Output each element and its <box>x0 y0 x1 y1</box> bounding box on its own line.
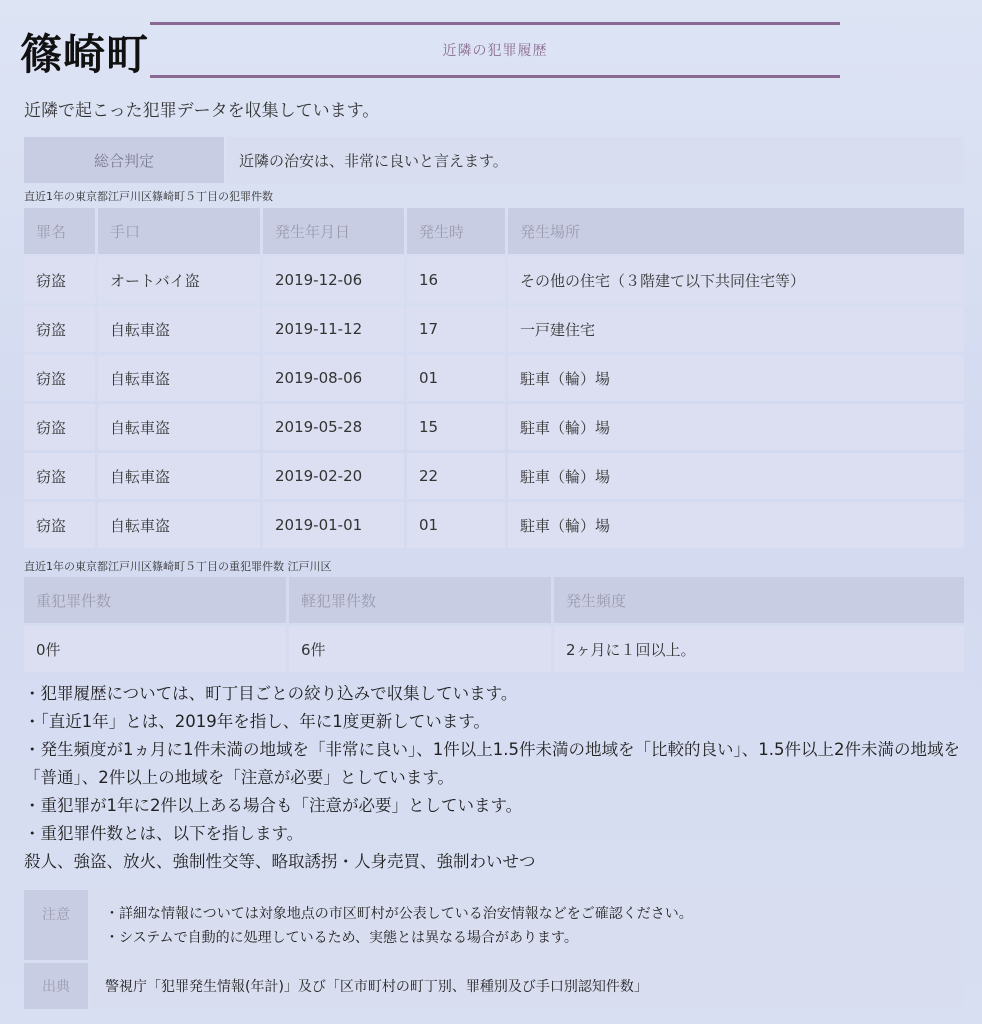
note-item: ・犯罪履歴については、町丁目ごとの絞り込みで収集しています。 <box>24 684 518 703</box>
cell-date: 2019-12-06 <box>263 257 404 303</box>
verdict-row <box>24 137 964 183</box>
note-item: ・発生頻度が1ヵ月に1件未満の地域を「非常に良い」、1件以上1.5件未満の地域を「比較的良い」、1.5件以上2件未満の地域を「普通」、2件以上の地域を「注意が必要」としています。 <box>24 740 960 787</box>
table-row <box>24 453 964 499</box>
cell-method: 自転車盗 <box>98 453 260 499</box>
footer-source-value: 警視庁「犯罪発生情報(年計)」及び「区市町村の町丁別、罪種別及び手口別認知件数」 <box>91 963 964 1009</box>
crimes-table-header <box>24 208 964 254</box>
cell-crime: 窃盗 <box>24 404 95 450</box>
footer-note-line: ・詳細な情報については対象地点の市区町村が公表している治安情報などをご確認ください。 <box>105 906 693 922</box>
cell-place: 一戸建住宅 <box>508 306 964 352</box>
footer-table <box>24 890 964 1012</box>
cell-date: 2019-02-20 <box>263 453 404 499</box>
notes-list <box>24 680 964 876</box>
table-row <box>24 626 964 672</box>
cell-minor-count: 6件 <box>289 626 551 672</box>
footer-note-value <box>91 890 964 960</box>
note-item: ・重犯罪件数とは、以下を指します。 <box>24 824 304 843</box>
crimes-caption: 直近1年の東京都江戸川区篠崎町５丁目の犯罪件数 <box>24 190 273 203</box>
header-cell-serious: 重犯罪件数 <box>24 577 286 623</box>
cell-crime: 窃盗 <box>24 257 95 303</box>
cell-hour: 01 <box>407 502 505 548</box>
cell-place: 駐車（輪）場 <box>508 355 964 401</box>
cell-date: 2019-11-12 <box>263 306 404 352</box>
severity-table-header <box>24 577 964 623</box>
cell-method: 自転車盗 <box>98 355 260 401</box>
cell-place: 駐車（輪）場 <box>508 404 964 450</box>
cell-hour: 15 <box>407 404 505 450</box>
header-cell-frequency: 発生頻度 <box>554 577 964 623</box>
note-item: ・「直近1年」とは、2019年を指し、年に1度更新しています。 <box>24 712 490 731</box>
page-title: 篠崎町 <box>20 30 150 79</box>
cell-frequency: 2ヶ月に１回以上。 <box>554 626 964 672</box>
footer-note-label: 注意 <box>24 890 88 960</box>
footer-note-row <box>24 890 964 960</box>
verdict-label: 総合判定 <box>24 137 224 183</box>
cell-place: 駐車（輪）場 <box>508 502 964 548</box>
cell-crime: 窃盗 <box>24 453 95 499</box>
cell-method: 自転車盗 <box>98 306 260 352</box>
intro-text: 近隣で起こった犯罪データを収集しています。 <box>24 101 380 121</box>
table-row <box>24 404 964 450</box>
cell-date: 2019-01-01 <box>263 502 404 548</box>
cell-place: 駐車（輪）場 <box>508 453 964 499</box>
cell-hour: 22 <box>407 453 505 499</box>
header-cell-date: 発生年月日 <box>263 208 404 254</box>
cell-hour: 16 <box>407 257 505 303</box>
cell-crime: 窃盗 <box>24 306 95 352</box>
table-row <box>24 502 964 548</box>
section-subtitle <box>150 22 840 78</box>
table-row <box>24 306 964 352</box>
cell-date: 2019-08-06 <box>263 355 404 401</box>
crimes-table <box>24 208 964 551</box>
cell-serious-count: 0件 <box>24 626 286 672</box>
cell-method: 自転車盗 <box>98 502 260 548</box>
cell-method: 自転車盗 <box>98 404 260 450</box>
cell-method: オートバイ盗 <box>98 257 260 303</box>
cell-hour: 17 <box>407 306 505 352</box>
table-row <box>24 257 964 303</box>
cell-date: 2019-05-28 <box>263 404 404 450</box>
cell-crime: 窃盗 <box>24 502 95 548</box>
header-cell-hour: 発生時 <box>407 208 505 254</box>
header-cell-place: 発生場所 <box>508 208 964 254</box>
footer-note-line: ・システムで自動的に処理しているため、実態とは異なる場合があります。 <box>105 930 578 946</box>
header-cell-crime: 罪名 <box>24 208 95 254</box>
note-item: ・重犯罪が1年に2件以上ある場合も「注意が必要」としています。 <box>24 796 523 815</box>
severity-table <box>24 577 964 675</box>
cell-hour: 01 <box>407 355 505 401</box>
header-cell-minor: 軽犯罪件数 <box>289 577 551 623</box>
severity-caption: 直近1年の東京都江戸川区篠崎町５丁目の重犯罪件数 江戸川区 <box>24 560 332 573</box>
header-cell-method: 手口 <box>98 208 260 254</box>
section-subtitle-text: 近隣の犯罪履歴 <box>442 43 548 59</box>
note-item: 殺人、強盗、放火、強制性交等、略取誘拐・人身売買、強制わいせつ <box>24 852 536 871</box>
footer-source-row <box>24 963 964 1009</box>
cell-place: その他の住宅（３階建て以下共同住宅等） <box>508 257 964 303</box>
cell-crime: 窃盗 <box>24 355 95 401</box>
verdict-value: 近隣の治安は、非常に良いと言えます。 <box>227 137 964 183</box>
table-row <box>24 355 964 401</box>
footer-source-label: 出典 <box>24 963 88 1009</box>
